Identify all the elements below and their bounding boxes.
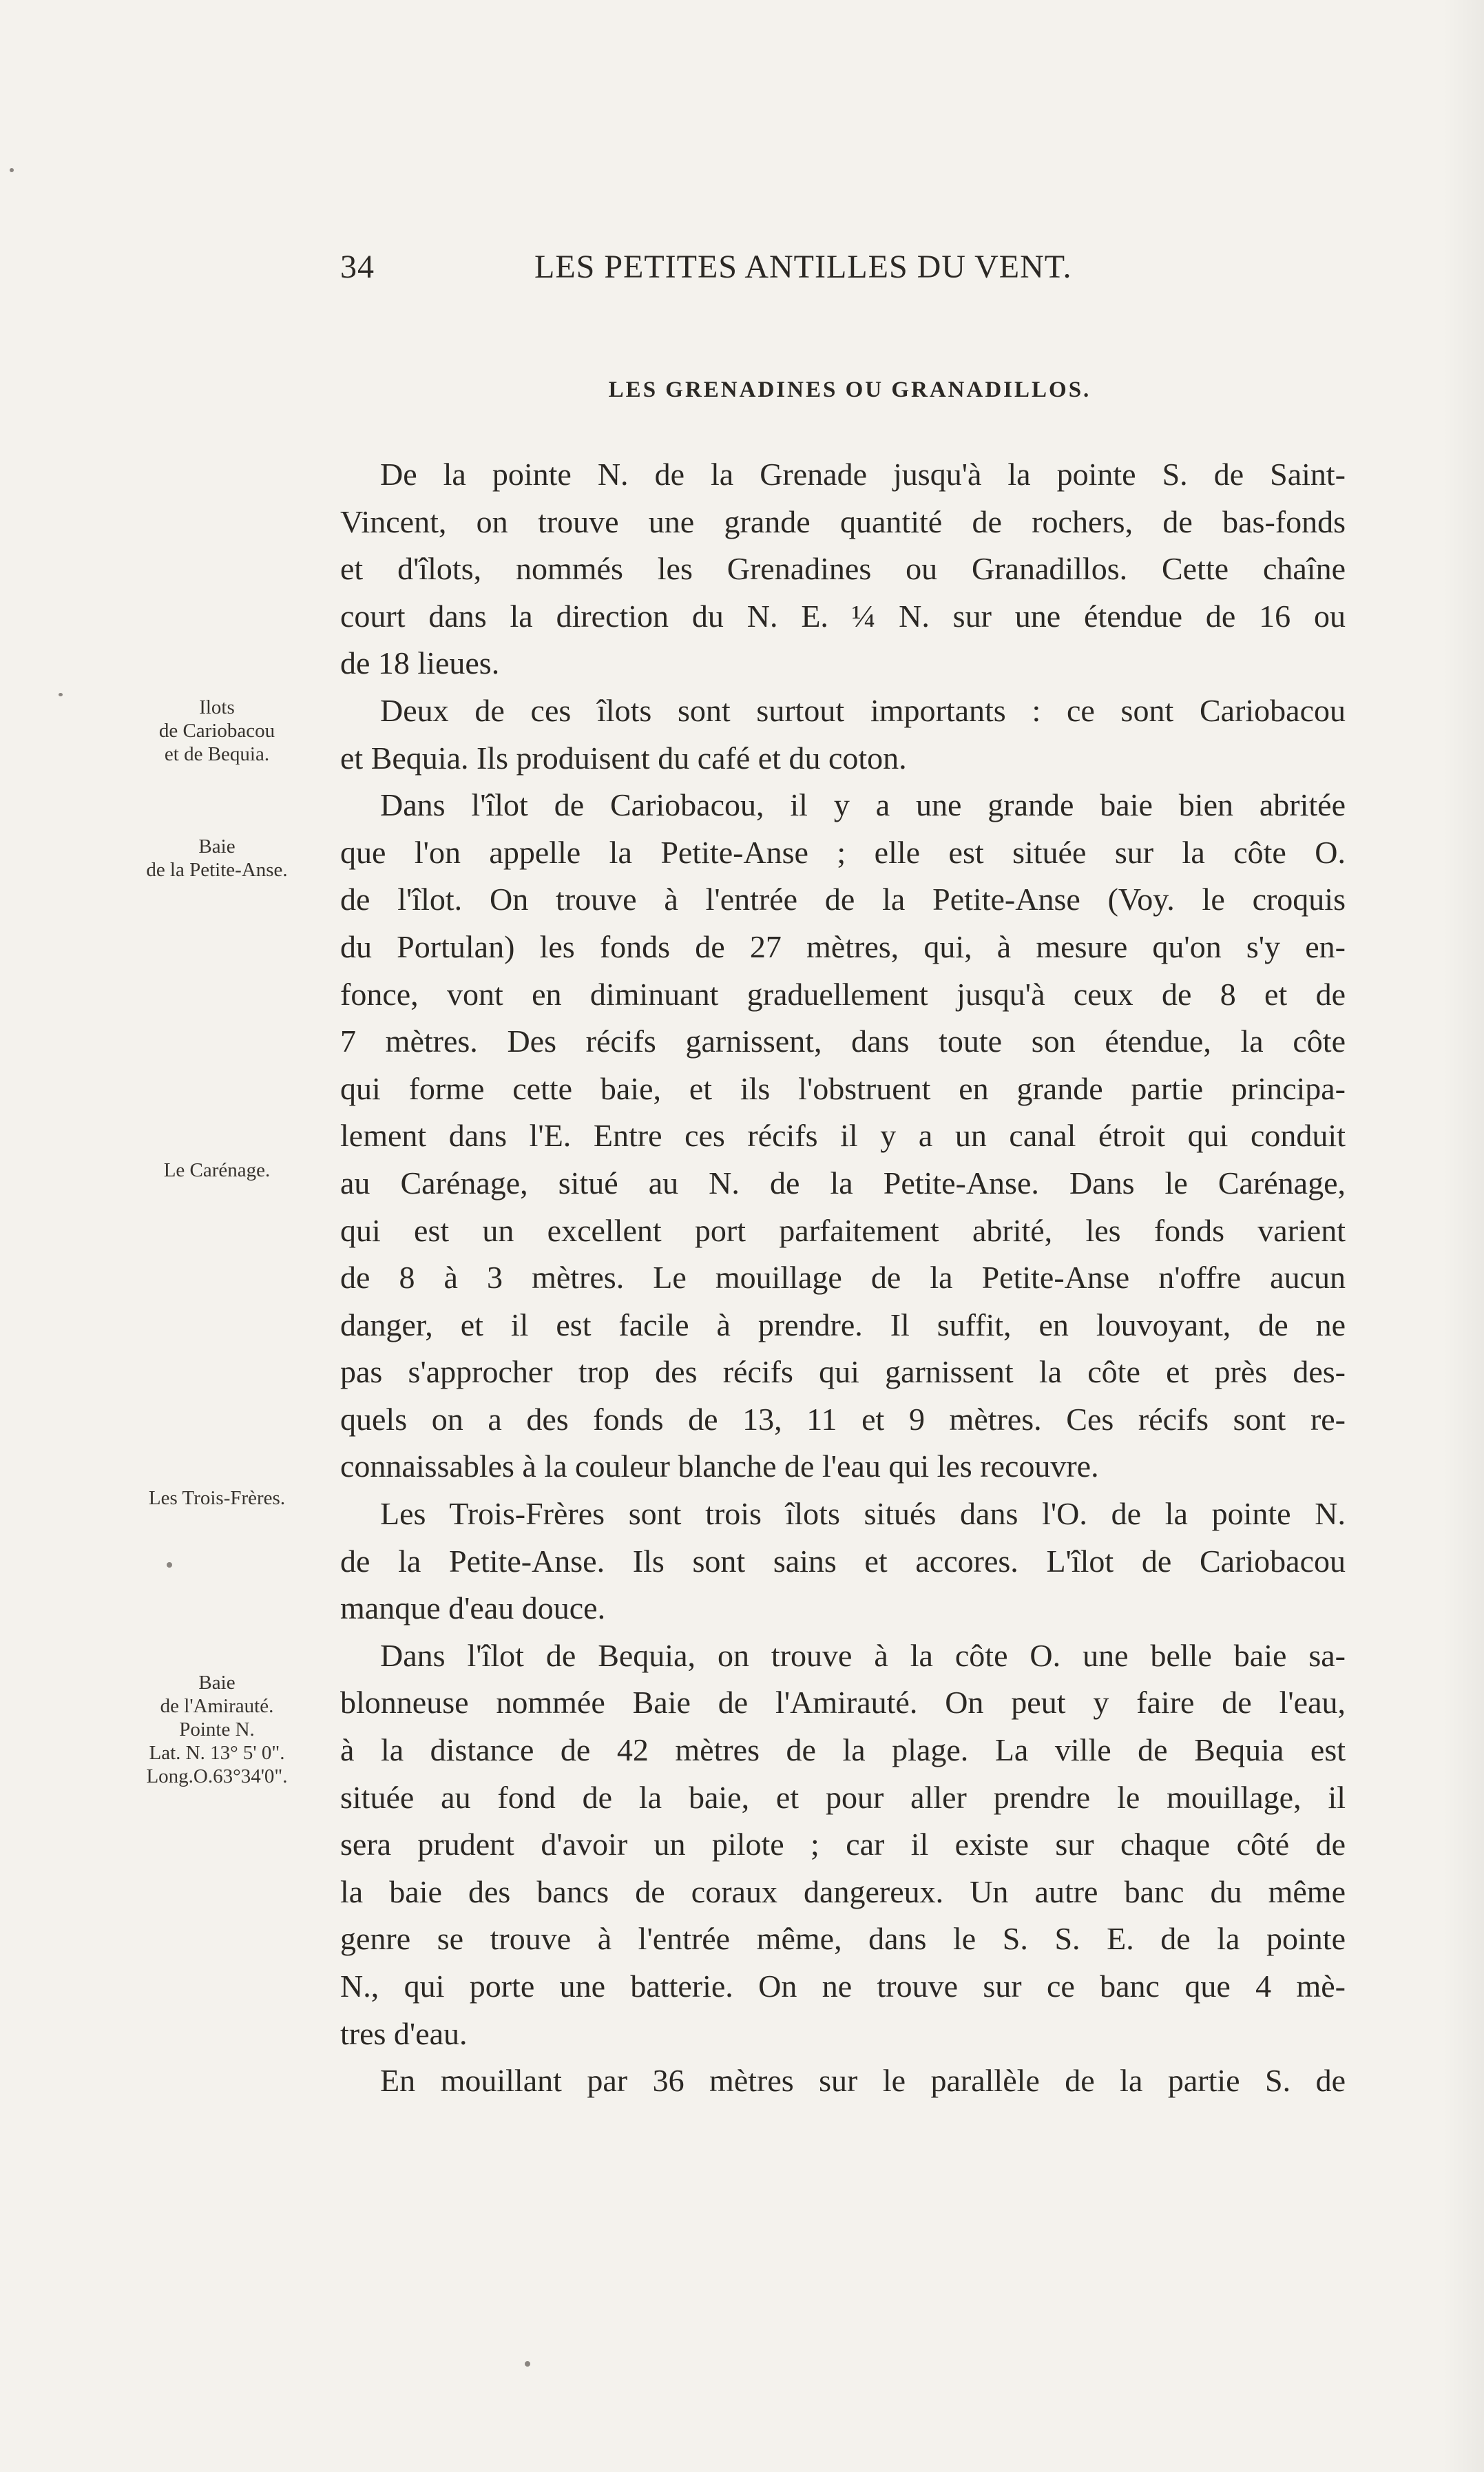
margin-note-line: de la Petite-Anse. bbox=[146, 859, 288, 881]
body-line: connaissables à la couleur blanche de l'eau qui les recouvre. bbox=[340, 1448, 1099, 1484]
body-line: à la distance de 42 mètres de la plage. La ville de Bequia est bbox=[340, 1732, 1346, 1768]
body-line: fonce, vont en diminuant graduellement jusqu'à ceux de 8 et de bbox=[340, 976, 1346, 1012]
body-line: N., qui porte une batterie. On ne trouve sur ce banc que 4 mè- bbox=[340, 1969, 1346, 2004]
body-line: Vincent, on trouve une grande quantité de rochers, de bas-fonds bbox=[340, 503, 1346, 539]
body-line: court dans la direction du N. E. ¼ N. sur une étendue de 16 ou bbox=[340, 598, 1346, 634]
paper-speck bbox=[59, 693, 63, 696]
running-title: LES PETITES ANTILLES DU VENT. bbox=[534, 249, 1072, 285]
body-line: Dans l'îlot de Bequia, on trouve à la côte O. une belle baie sa- bbox=[380, 1637, 1346, 1673]
paper-speck bbox=[525, 2361, 530, 2367]
body-line: De la pointe N. de la Grenade jusqu'à la pointe S. de Saint- bbox=[380, 457, 1346, 492]
body-line: lement dans l'E. Entre ces récifs il y a un canal étroit qui conduit bbox=[340, 1118, 1346, 1154]
margin-note-line: Long.O.63°34'0". bbox=[146, 1765, 288, 1787]
body-line: du Portulan) les fonds de 27 mètres, qui, à mesure qu'on s'y en- bbox=[340, 928, 1346, 964]
section-title: LES GRENADINES OU GRANADILLOS. bbox=[608, 377, 1091, 402]
body-line: et Bequia. Ils produisent du café et du coton. bbox=[340, 740, 907, 776]
margin-note-line: de l'Amirauté. bbox=[160, 1695, 274, 1717]
margin-note-carenage bbox=[103, 1159, 331, 1182]
paper-speck bbox=[167, 1562, 172, 1568]
body-line: sera prudent d'avoir un pilote ; car il existe sur chaque côté de bbox=[340, 1827, 1346, 1862]
body-line: danger, et il est facile à prendre. Il suffit, en louvoyant, de ne bbox=[340, 1307, 1346, 1342]
body-line: genre se trouve à l'entrée même, dans le S. S. E. de la pointe bbox=[340, 1921, 1346, 1957]
body-line: Dans l'îlot de Cariobacou, il y a une grande baie bien abritée bbox=[380, 787, 1346, 823]
body-line: manque d'eau douce. bbox=[340, 1590, 606, 1626]
body-line: la baie des bancs de coraux dangereux. Un autre banc du même bbox=[340, 1873, 1346, 1909]
margin-note-line: de Cariobacou bbox=[158, 720, 275, 742]
body-line: En mouillant par 36 mètres sur le parallèle de la partie S. de bbox=[380, 2063, 1346, 2099]
body-line: Les Trois-Frères sont trois îlots situés dans l'O. de la pointe N. bbox=[380, 1496, 1346, 1532]
margin-note-trois-freres bbox=[103, 1486, 331, 1510]
body-line: de l'îlot. On trouve à l'entrée de la Petite-Anse (Voy. le croquis bbox=[340, 882, 1346, 917]
running-head bbox=[340, 248, 1346, 296]
margin-note-line: et de Bequia. bbox=[164, 743, 270, 765]
body-line: que l'on appelle la Petite-Anse ; elle est située sur la côte O. bbox=[340, 834, 1346, 870]
body-line: blonneuse nommée Baie de l'Amirauté. On peut y faire de l'eau, bbox=[340, 1685, 1346, 1721]
body-line: située au fond de la baie, et pour aller prendre le mouillage, il bbox=[340, 1779, 1346, 1815]
margin-note-line: Le Carénage. bbox=[163, 1159, 271, 1181]
page-number: 34 bbox=[340, 249, 375, 285]
margin-note-line: Lat. N. 13° 5' 0". bbox=[149, 1742, 285, 1764]
body-line: tres d'eau. bbox=[340, 2015, 468, 2051]
body-line: au Carénage, situé au N. de la Petite-Anse. Dans le Carénage, bbox=[340, 1165, 1346, 1201]
body-text bbox=[340, 451, 1346, 2105]
margin-note-ilots bbox=[103, 696, 331, 766]
body-line: 7 mètres. Des récifs garnissent, dans toute son étendue, la côte bbox=[340, 1024, 1346, 1059]
body-line: qui est un excellent port parfaitement abrité, les fonds varient bbox=[340, 1212, 1346, 1248]
body-line: et d'îlots, nommés les Grenadines ou Granadillos. Cette chaîne bbox=[340, 551, 1346, 587]
margin-note-baie-petite-anse bbox=[103, 835, 331, 882]
body-line: Deux de ces îlots sont surtout importants : ce sont Cariobacou bbox=[380, 692, 1346, 728]
body-line: qui forme cette baie, et ils l'obstruent en grande partie principa- bbox=[340, 1070, 1346, 1106]
margin-note-line: Baie bbox=[198, 1672, 236, 1694]
body-line: quels on a des fonds de 13, 11 et 9 mètres. Ces récifs sont re- bbox=[340, 1401, 1346, 1437]
margin-note-line: Baie bbox=[198, 835, 236, 858]
body-line: pas s'approcher trop des récifs qui garnissent la côte et près des- bbox=[340, 1354, 1346, 1390]
margin-note-line: Ilots bbox=[199, 696, 235, 718]
body-line: de la Petite-Anse. Ils sont sains et accores. L'îlot de Cariobacou bbox=[340, 1543, 1346, 1579]
margin-note-line: Pointe N. bbox=[179, 1718, 255, 1741]
body-line: de 8 à 3 mètres. Le mouillage de la Petite-Anse n'offre aucun bbox=[340, 1260, 1346, 1296]
body-line: de 18 lieues. bbox=[340, 645, 500, 681]
margin-note-baie-amiraute bbox=[103, 1671, 331, 1788]
page-edge-shadow bbox=[1443, 0, 1484, 2472]
margin-notes bbox=[103, 0, 331, 2472]
margin-note-line: Les Trois-Frères. bbox=[148, 1487, 286, 1509]
paper-speck bbox=[10, 168, 14, 172]
